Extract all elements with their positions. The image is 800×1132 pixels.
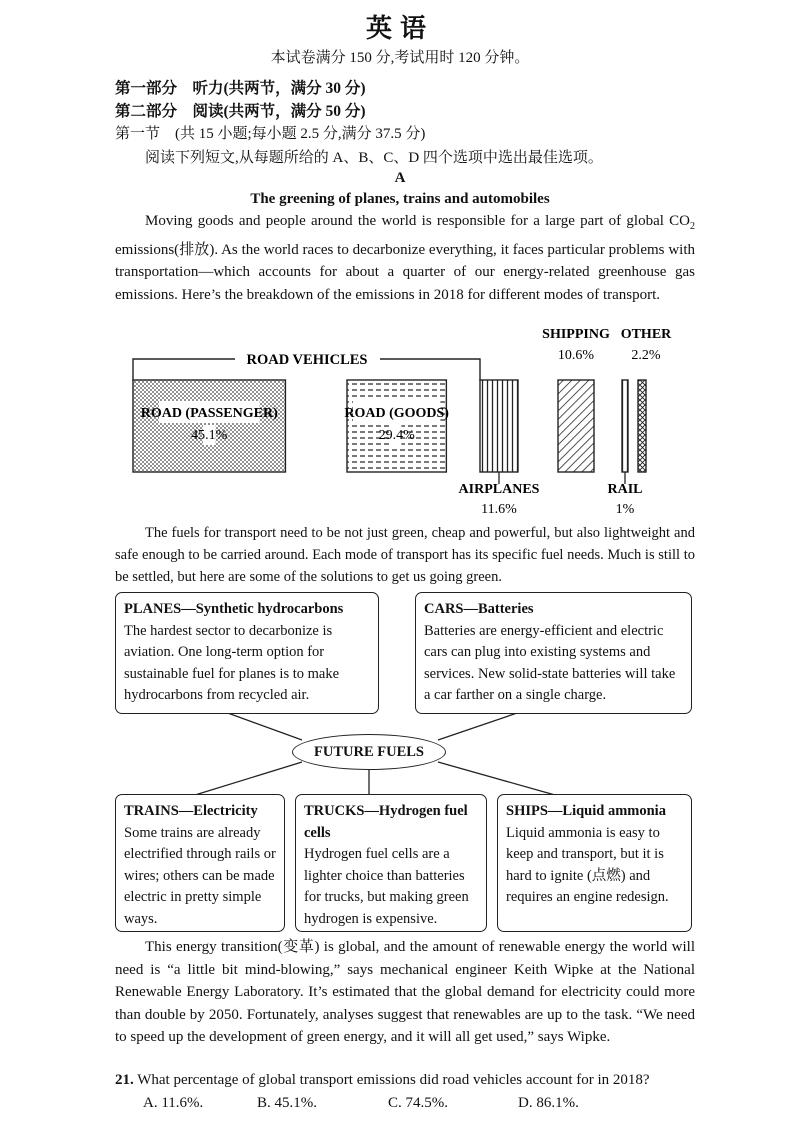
- bar-other: [638, 380, 646, 472]
- value-road-goods: 29.4%: [378, 428, 415, 443]
- exam-info: 本试卷满分 150 分,考试用时 120 分钟。: [270, 50, 530, 66]
- label-airplanes: AIRPLANES: [458, 482, 540, 497]
- paragraph-3: This energy transition(变革) is global, and the amount of renewable energy the world will need is “a little bit mind-blowing,” says mechanical engineer Keith Wipke at the National Renewable Energy Laboratory. It’s estimated that the global demand for electricity could more than double by 2050. Fortunately, analyses suggest that renewables are up to the task. “We need to speed up the development of green energy, and it will all get used,” says Wipke.: [115, 939, 695, 1046]
- part-two-heading: 第二部分 阅读(共两节，满分 50 分): [115, 103, 366, 120]
- trucks-body: Hydrogen fuel cells are a lighter choice than batteries for trucks, but making green hydrogen is expensive.: [304, 846, 469, 927]
- future-fuels-node: FUTURE FUELS: [292, 734, 446, 770]
- option-b: B. 45.1%.: [257, 1095, 317, 1111]
- cars-title: CARS—Batteries: [424, 601, 534, 617]
- option-d: D. 86.1%.: [518, 1095, 579, 1111]
- label-road-goods: ROAD (GOODS): [344, 406, 449, 421]
- trains-title: TRAINS—Electricity: [124, 803, 258, 819]
- page-title: 英语: [365, 14, 434, 43]
- trucks-title: TRUCKS—Hydrogen fuel cells: [304, 803, 468, 841]
- emissions-chart: [0, 315, 800, 525]
- planes-box: [115, 592, 379, 714]
- ships-box: [497, 794, 692, 932]
- ships-title: SHIPS—Liquid ammonia: [506, 803, 666, 819]
- label-shipping: SHIPPING: [542, 327, 610, 342]
- value-other: 2.2%: [631, 348, 661, 363]
- planes-title: PLANES—Synthetic hydrocarbons: [124, 601, 344, 617]
- label-rail: RAIL: [607, 482, 643, 497]
- passage-title: The greening of planes, trains and automobiles: [250, 191, 550, 207]
- instruction: 阅读下列短文,从每题所给的 A、B、C、D 四个选项中选出最佳选项。: [145, 150, 603, 166]
- option-c: C. 74.5%.: [388, 1095, 448, 1111]
- value-rail: 1%: [615, 502, 635, 517]
- option-a: A. 11.6%.: [143, 1095, 204, 1111]
- paragraph-1: Moving goods and people around the world is responsible for a large part of global $CO_2$ emissions(排放). As the world races to decarbonize everything, it faces particular problems with transportation—which accounts for about a quarter of our energy-related greenhouse gas emissions. Here’s the breakdown of the emissions in 2018 for different modes of transport.: [115, 213, 695, 303]
- road-vehicles-label: ROAD VEHICLES: [246, 352, 368, 368]
- value-road-passenger: 45.1%: [191, 428, 228, 443]
- label-road-passenger: ROAD (PASSENGER): [140, 406, 278, 421]
- bar-rail: [622, 380, 628, 472]
- value-airplanes: 11.6%: [481, 502, 517, 517]
- bar-shipping: [558, 380, 594, 472]
- passage-letter: A: [394, 170, 406, 186]
- cars-body: Batteries are energy-efficient and electric cars can plug into existing systems and services. New solid-state batteries will take a car farther on a single charge.: [424, 622, 676, 703]
- trains-body: Some trains are already electrified through rails or wires; others can be made electric in pretty simple ways.: [124, 824, 276, 927]
- ships-body: Liquid ammonia is easy to keep and transport, but it is hard to ignite (点燃) and requires an engine redesign.: [506, 824, 669, 905]
- section-one-heading: 第一节 (共 15 小题;每小题 2.5 分,满分 37.5 分): [115, 126, 426, 142]
- part-one-heading: 第一部分 听力(共两节，满分 30 分): [115, 80, 366, 97]
- label-other: OTHER: [620, 327, 672, 342]
- paragraph-2: The fuels for transport need to be not just green, cheap and powerful, but also lightweight and safe enough to be carried around. Each mode of transport has its specific fuel needs. Much is still to be settled, but here are some of the solutions to get us going green.: [115, 525, 695, 585]
- cars-box: [415, 592, 692, 714]
- question-21: 21. What percentage of global transport emissions did road vehicles account for in 2018?: [115, 1072, 650, 1088]
- trucks-box: [295, 794, 487, 932]
- bar-airplanes: [480, 380, 518, 472]
- value-shipping: 10.6%: [557, 348, 595, 363]
- trains-box: [115, 794, 285, 932]
- planes-body: The hardest sector to decarbonize is aviation. One long-term option for sustainable fuel for planes is to make hydrocarbons from recycled air.: [124, 622, 340, 703]
